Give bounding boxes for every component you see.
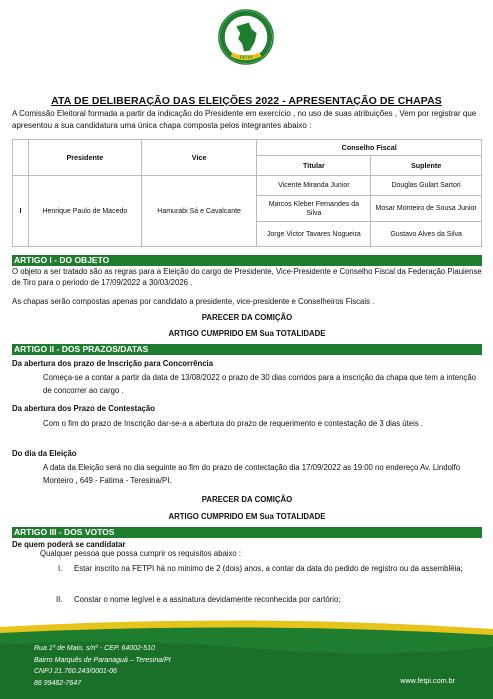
artigo-2-heading: ARTIGO II - DOS PRAZOS/DATAS bbox=[12, 344, 482, 355]
header-presidente: Presidente bbox=[28, 140, 141, 176]
footer-line: Bairro Marquês de Paranaguá – Teresina/PI bbox=[34, 656, 171, 664]
footer-line: CNPJ 21.760.243/0001-06 bbox=[34, 668, 117, 675]
artigo-2-subheading-inscricao: Da abertura dos prazo de Inscrição para Concorrência bbox=[12, 359, 214, 368]
cell-titular: Vicente Miranda Junior bbox=[257, 176, 371, 196]
chapa-table bbox=[12, 139, 482, 247]
artigo-2-cumprido: ARTIGO CUMPRIDO EM Sua TOTALIDADE bbox=[168, 512, 326, 521]
cell-titular: Marcos Kleber Fernandes da Silva bbox=[257, 196, 371, 222]
artigo-1-paragraph-2: As chapas serão compostas apenas por candidato a presidente, vice-presidente e Conselheiros Fiscais . bbox=[12, 297, 375, 306]
intro-paragraph: A Comissão Eleitoral formada a partir da indicação do Presidente em exercício , no uso de suas atribuições , Vem por registrar que apresentou a sua candidatura uma única chapa composta pelos integrantes abaixo : bbox=[12, 109, 477, 130]
artigo-2-text-inscricao: Começa-se a contar a partir da data de 13/08/2022 o prazo de 30 dias corridos para a inscrição da chapa que tem a intenção de concorrer ao cargo . bbox=[43, 373, 476, 395]
list-item-text: Estar inscrito na FETPI há no minimo de 2 (dois) anos, a contar da data do pedido de registro ou da assembléia; bbox=[74, 564, 463, 573]
list-item-text: Constar o nome legível e a assinatura devidamente reconhecida por cartório; bbox=[74, 595, 341, 604]
footer-line: Rua 1º de Maio, s/nº - CEP. 64002-510 bbox=[34, 645, 155, 652]
list-item-number: II. bbox=[56, 595, 63, 604]
cell-suplente: Gustavo Alves da Silva bbox=[371, 222, 482, 247]
artigo-1-parecer: PARECER DA COMIÇÃO bbox=[201, 313, 293, 322]
header-suplente: Suplente bbox=[371, 156, 482, 176]
document-title: ATA DE DELIBERAÇÃO DAS ELEIÇÕES 2022 - APRESENTAÇÃO DE CHAPAS bbox=[51, 95, 442, 107]
cell-titular: Jorge Victor Tavares Nogueira bbox=[257, 222, 371, 247]
artigo-3-subheading: De quem poderá se candidatar bbox=[12, 540, 126, 549]
artigo-1-paragraph-1: O objeto a ser tratado são as regras para a Eleição do cargo de Presidente, Vice-Presidente e Conselho Fiscal da Federação Piauiense de Tiro para o periodo de 17/09/2022 a 30/03/2026 . bbox=[12, 267, 482, 287]
header-titular: Titular bbox=[257, 156, 371, 176]
list-item-number: I. bbox=[58, 564, 63, 573]
cell-vice: Hamurabi Sá e Cavalcante bbox=[141, 176, 257, 247]
cell-suplente: Douglas Gulart Sartori bbox=[371, 176, 482, 196]
cell-suplente: Mosar Monteiro de Sousa Junior bbox=[371, 196, 482, 222]
cell-presidente: Henrique Paulo de Macedo bbox=[28, 176, 141, 247]
artigo-2-text-eleicao: A data da Eleição será no dia seguinte ao fim do prazo de contectação dia 17/09/2022 as 19:00 no endereço Av. Lindolfo Monteiro , 649 - Fatima - Teresina/PI. bbox=[43, 463, 461, 485]
artigo-2-subheading-eleicao: Do dia da Eleição bbox=[12, 449, 77, 458]
footer-website-link[interactable]: www.fetpi.com.br bbox=[400, 676, 455, 685]
artigo-1-cumprido: ARTIGO CUMPRIDO EM Sua TOTALIDADE bbox=[168, 329, 326, 338]
artigo-2-subheading-contestacao: Da abertura dos Prazo de Contestação bbox=[12, 404, 155, 413]
artigo-2-parecer: PARECER DA COMIÇÃO bbox=[201, 495, 293, 504]
header-conselho-fiscal: Conselho Fiscal bbox=[257, 140, 482, 156]
footer-address bbox=[34, 643, 171, 689]
artigo-1-heading: ARTIGO I - DO OBJETO bbox=[12, 255, 482, 266]
svg-text:FETPI: FETPI bbox=[239, 54, 253, 60]
artigo-2-text-contestacao: Com o fim do prazo de Inscrição dar-se-a a abertura do prazo de requerimento e contestação de 3 dias úteis . bbox=[43, 419, 424, 428]
table-header-empty bbox=[13, 140, 29, 176]
chapa-number: I bbox=[13, 176, 29, 247]
footer-line: 86 99482-7647 bbox=[34, 679, 82, 687]
header-vice: Vice bbox=[141, 140, 257, 176]
artigo-3-heading: ARTIGO III - DOS VOTOS bbox=[12, 527, 482, 538]
fetpi-logo bbox=[217, 8, 275, 66]
artigo-3-text: Qualquer pessoa que possa cumprir os requisitos abaixo : bbox=[40, 549, 242, 558]
